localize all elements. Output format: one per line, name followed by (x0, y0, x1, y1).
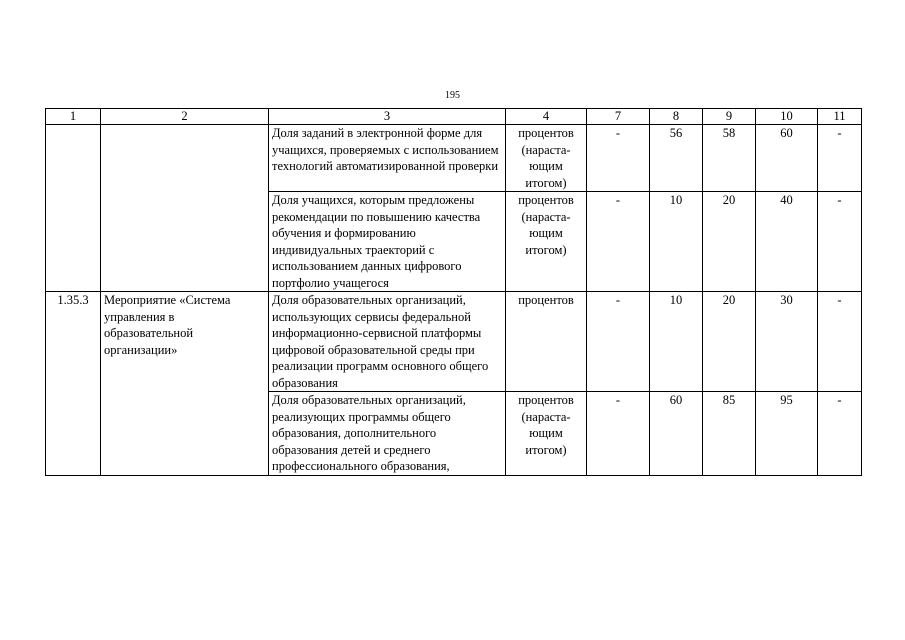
header-cell: 9 (703, 109, 756, 125)
value-cell-10: 95 (756, 392, 818, 476)
value-cell-8: 60 (650, 392, 703, 476)
value-cell-9: 58 (703, 125, 756, 192)
header-cell: 2 (101, 109, 269, 125)
value-cell-8: 56 (650, 125, 703, 192)
indicator-cell: Доля образовательных организаций, использующих сервисы федеральной информационно-сервисной платформы цифровой образовательной среды при реализации программ основного общего образования (269, 292, 506, 392)
value-cell-11: - (818, 392, 862, 476)
header-cell: 3 (269, 109, 506, 125)
header-cell: 11 (818, 109, 862, 125)
value-cell-9: 20 (703, 292, 756, 392)
indicators-table (45, 108, 862, 476)
header-cell: 4 (506, 109, 587, 125)
value-cell-8: 10 (650, 192, 703, 292)
value-cell-10: 40 (756, 192, 818, 292)
code-cell: 1.35.3 (46, 292, 101, 476)
value-cell-7: - (587, 125, 650, 192)
event-cell: Мероприятие «Система управления в образовательной организации» (101, 292, 269, 476)
value-cell-7: - (587, 192, 650, 292)
unit-cell: процентов (нараста-ющим итогом) (506, 192, 587, 292)
table-row (46, 125, 862, 192)
table-header-row (46, 109, 862, 125)
table-row (46, 292, 862, 392)
header-cell: 10 (756, 109, 818, 125)
event-cell (101, 125, 269, 292)
unit-cell: процентов (506, 292, 587, 392)
indicator-cell: Доля образовательных организаций, реализующих программы общего образования, дополнительного образования детей и среднего профессионального образования, (269, 392, 506, 476)
page-number: 195 (445, 90, 460, 101)
header-cell: 7 (587, 109, 650, 125)
header-cell: 1 (46, 109, 101, 125)
value-cell-7: - (587, 392, 650, 476)
header-cell: 8 (650, 109, 703, 125)
indicator-cell: Доля учащихся, которым предложены рекомендации по повышению качества обучения и формированию индивидуальных траекторий с использованием данных цифрового портфолио учащегося (269, 192, 506, 292)
indicator-cell: Доля заданий в электронной форме для учащихся, проверяемых с использованием технологий автоматизированной проверки (269, 125, 506, 192)
value-cell-10: 30 (756, 292, 818, 392)
value-cell-9: 85 (703, 392, 756, 476)
value-cell-7: - (587, 292, 650, 392)
code-cell (46, 125, 101, 292)
value-cell-8: 10 (650, 292, 703, 392)
value-cell-11: - (818, 292, 862, 392)
value-cell-11: - (818, 125, 862, 192)
value-cell-11: - (818, 192, 862, 292)
unit-cell: процентов (нараста-ющим итогом) (506, 392, 587, 476)
unit-cell: процентов (нараста-ющим итогом) (506, 125, 587, 192)
value-cell-9: 20 (703, 192, 756, 292)
value-cell-10: 60 (756, 125, 818, 192)
